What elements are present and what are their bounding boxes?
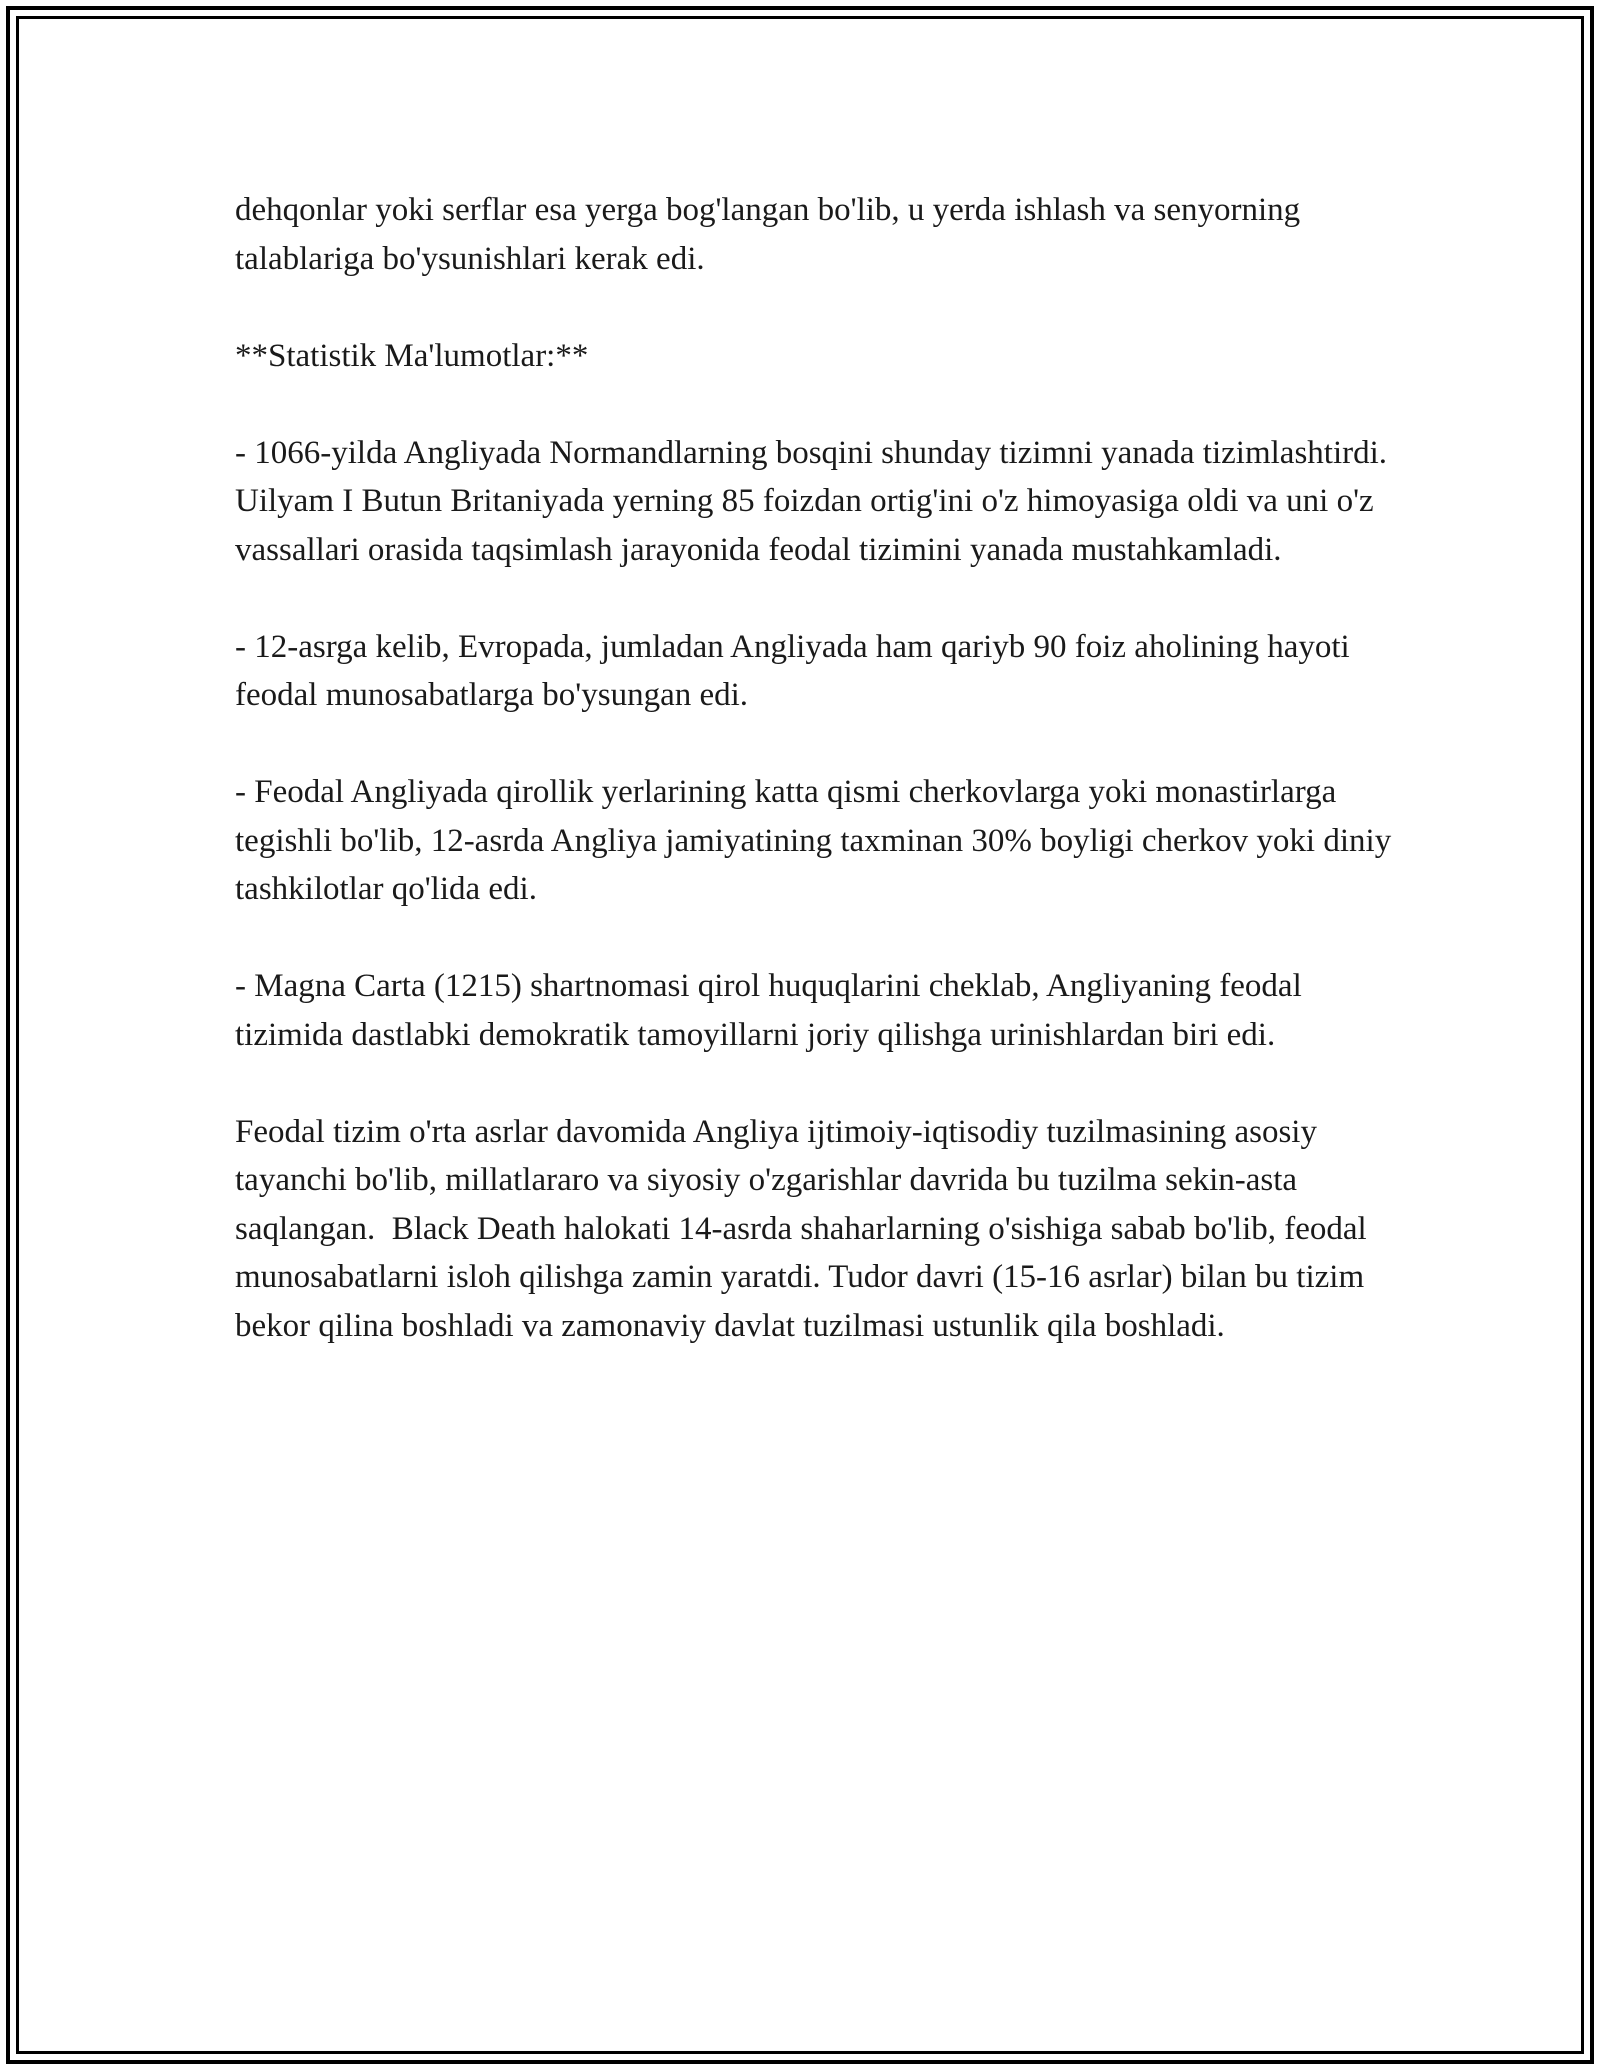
- statistics-heading: **Statistik Ma'lumotlar:**: [235, 337, 589, 374]
- paragraph-serfs: dehqonlar yoki serflar esa yerga bog'langan bo'lib, u yerda ishlash va senyorning talablariga bo'ysunishlari kerak edi.: [235, 192, 1309, 277]
- list-item-norman-conquest: - 1066-yilda Angliyada Normandlarning bosqini shunday tizimni yanada tizimlashtirdi. Uilyam I Butun Britaniyada yerning 85 foizdan ortig'ini o'z himoyasiga oldi va uni o'z vassallari orasida taqsimlash jarayonida feodal tizimini yanada mustahkamladi.: [235, 434, 1396, 568]
- paragraph-conclusion: Feodal tizim o'rta asrlar davomida Angliya ijtimoiy-iqtisodiy tuzilmasining asosiy tayanchi bo'lib, millatlararo va siyosiy o'zgarishlar davrida bu tuzilma sekin-asta saqlangan. Black Death halokati 14-asrda shaharlarning o'sishiga sabab bo'lib, feodal munosabatlarni isloh qilishga zamin yaratdi. Tudor davri (15-16 asrlar) bilan bu tizim bekor qilina boshladi va zamonaviy davlat tuzilmasi ustunlik qila boshladi.: [235, 1113, 1375, 1344]
- list-item-church-lands: - Feodal Angliyada qirollik yerlarining katta qismi cherkovlarga yoki monastirlarga tegishli bo'lib, 12-asrda Angliya jamiyatining taxminan 30% boyligi cherkov yoki diniy tashkilotlar qo'lida edi.: [235, 774, 1400, 907]
- list-item-12th-century: - 12-asrga kelib, Evropada, jumladan Angliyada ham qariyb 90 foiz aholining hayoti feodal munosabatlarga bo'ysungan edi.: [235, 628, 1358, 713]
- document-body: [235, 186, 1405, 1350]
- list-item-magna-carta: - Magna Carta (1215) shartnomasi qirol huquqlarini cheklab, Angliyaning feodal tizimida dastlabki demokratik tamoyillarni joriy qilishga urinishlardan biri edi.: [235, 968, 1310, 1053]
